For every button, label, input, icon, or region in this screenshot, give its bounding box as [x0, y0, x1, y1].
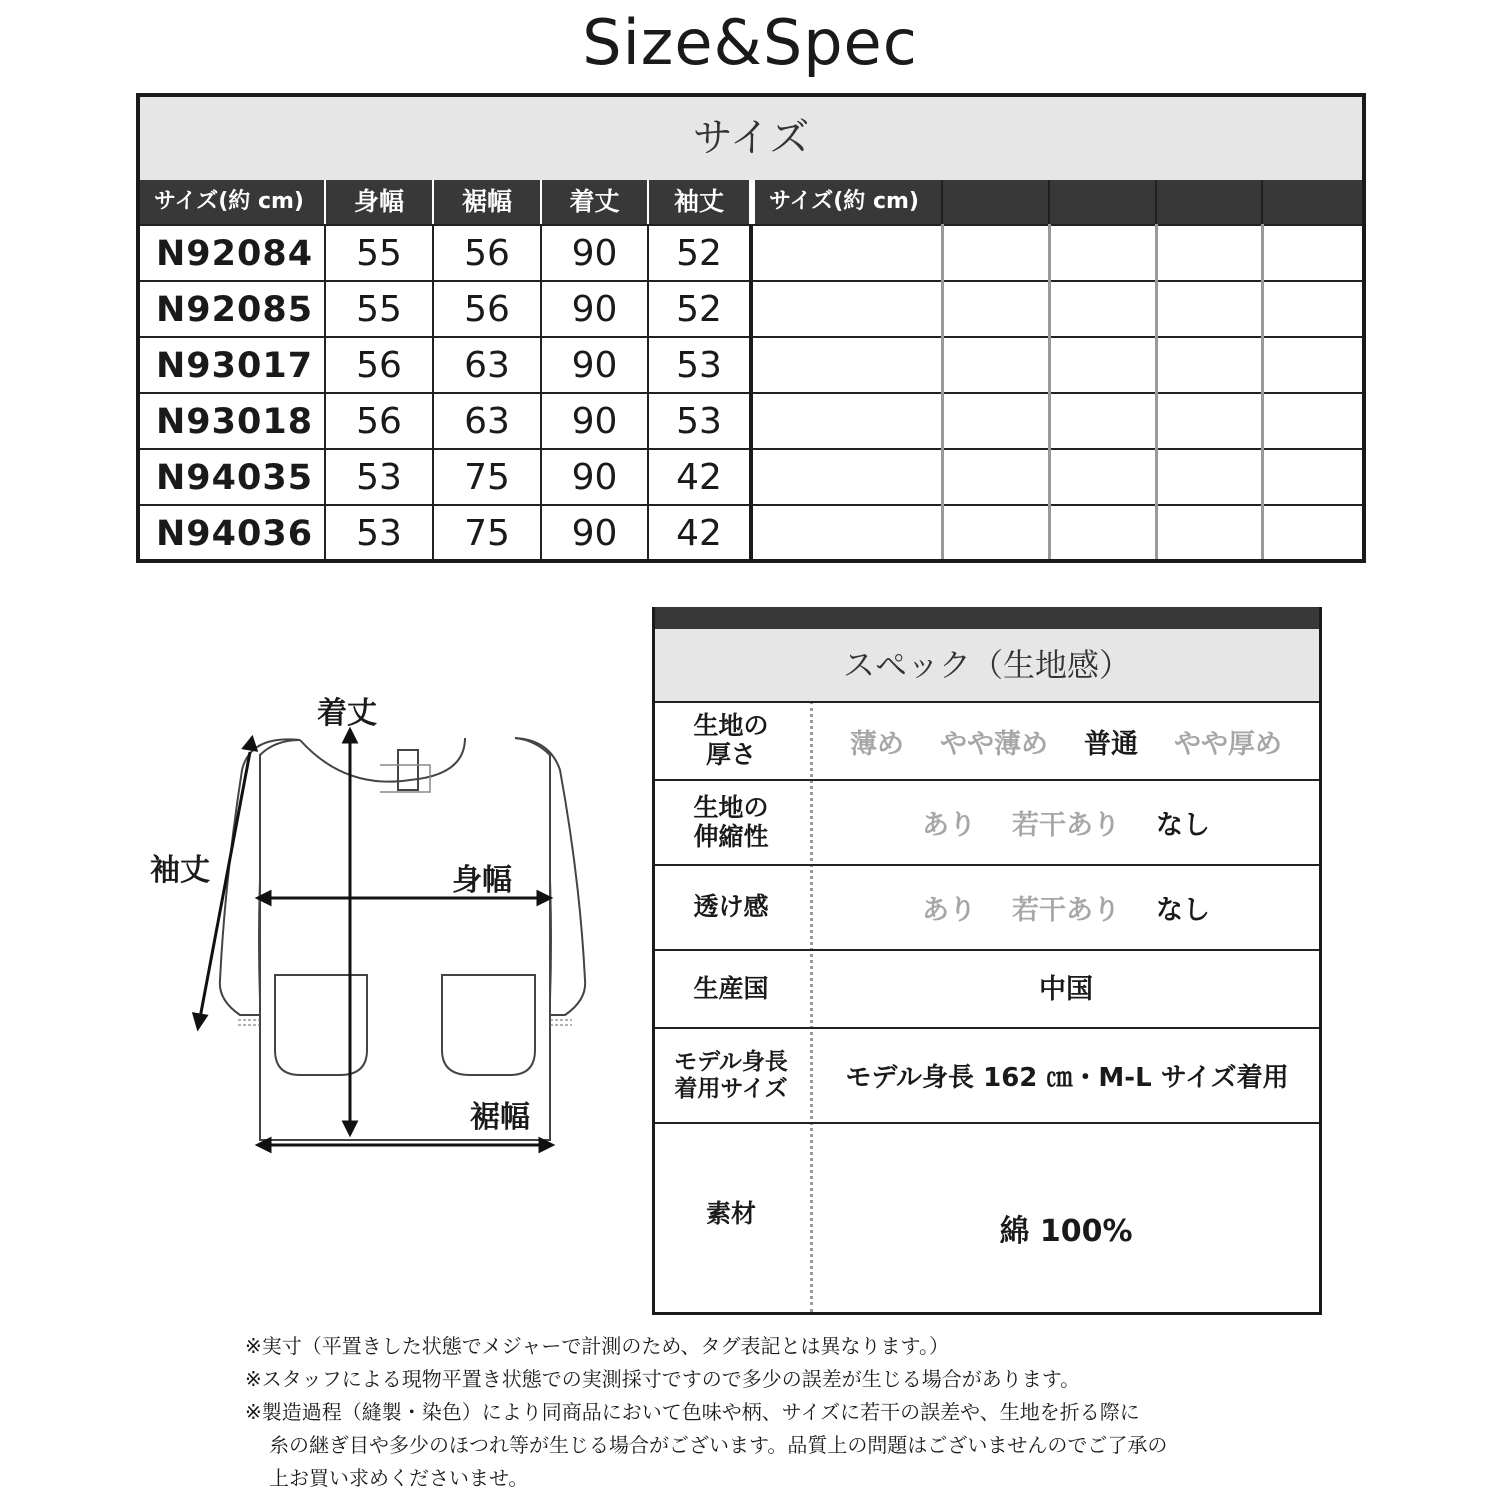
spec-option: やや薄め	[940, 728, 1048, 760]
spec-table-topbar	[655, 607, 1319, 629]
spec-table-heading: スペック（生地感）	[655, 629, 1319, 701]
size-value-cell: 90	[571, 457, 618, 498]
column-header-size-2: サイズ(約 cm)	[769, 189, 919, 214]
sleeve-label: 袖丈	[150, 853, 210, 888]
spec-option: 普通	[1084, 728, 1138, 760]
note-line: ※実寸（平置きした状態でメジャーで計測のため、タグ表記とは異なります。）	[245, 1334, 949, 1358]
size-code-cell: N93017	[156, 346, 314, 386]
sheerness-options	[813, 866, 1319, 949]
spec-row-country	[655, 949, 1319, 1027]
garment-diagram	[130, 680, 610, 1160]
size-value-cell: 56	[356, 401, 402, 442]
size-value-cell: 56	[464, 233, 510, 274]
spec-row-sheerness	[655, 864, 1319, 949]
country-value: 中国	[1039, 973, 1093, 1005]
column-header-size: サイズ(約 cm)	[154, 189, 304, 214]
spec-label-stretch: 生地の伸縮性	[693, 792, 769, 851]
column-header-chest: 身幅	[353, 187, 404, 216]
length-label: 着丈	[317, 696, 377, 731]
size-value-cell: 52	[676, 289, 722, 330]
size-value-cell: 53	[676, 345, 722, 386]
spec-option: あり	[922, 810, 976, 841]
size-value-cell: 53	[676, 401, 722, 442]
size-value-cell: 53	[356, 457, 402, 498]
size-value-cell: 56	[356, 345, 402, 386]
size-value-cell: 63	[464, 401, 510, 442]
smock-outline-icon	[130, 680, 610, 1160]
size-value-cell: 56	[464, 289, 510, 330]
size-code-cell: N94035	[156, 458, 314, 498]
column-header-hem: 裾幅	[461, 187, 512, 216]
spec-row-material	[655, 1122, 1319, 1312]
note-line: ※製造過程（縫製・染色）により同商品において色味や柄、サイズに若干の誤差や、生地を折る際に	[245, 1400, 1140, 1424]
size-table-heading: サイズ	[140, 97, 1362, 180]
spec-option: なし	[1156, 895, 1210, 926]
chest-label: 身幅	[452, 863, 512, 898]
spec-option: やや厚め	[1174, 728, 1282, 760]
size-value-cell: 55	[356, 289, 402, 330]
size-value-cell: 53	[356, 513, 402, 554]
size-value-cell: 42	[676, 457, 722, 498]
spec-option: 薄め	[850, 728, 904, 760]
note-line: ※スタッフによる現物平置き状態での実測採寸ですので多少の誤差が生じる場合があります。	[245, 1367, 1081, 1391]
note-line: 糸の継ぎ目や多少のほつれ等が生じる場合がございます。品質上の問題はございませんのでご了承の	[269, 1433, 1168, 1457]
thickness-options	[813, 703, 1319, 779]
size-code-cell: N93018	[156, 402, 314, 442]
stretch-options	[813, 781, 1319, 864]
size-value-cell: 55	[356, 233, 402, 274]
size-table	[136, 93, 1366, 563]
size-code-cell: N92084	[156, 234, 314, 274]
material-value: 綿 100%	[999, 1214, 1133, 1249]
hem-label: 裾幅	[470, 1100, 530, 1135]
spec-option: 若干あり	[1012, 810, 1120, 841]
column-header-length: 着丈	[569, 187, 620, 216]
page-title: Size&Spec	[582, 6, 918, 79]
size-value-cell: 90	[571, 513, 618, 554]
note-line: 上お買い求めくださいませ。	[269, 1466, 529, 1490]
model-value: モデル身長 162 ㎝・M-L サイズ着用	[845, 1063, 1289, 1093]
notes	[245, 1330, 1167, 1495]
spec-option: 若干あり	[1012, 895, 1120, 926]
spec-option: あり	[922, 895, 976, 926]
size-value-cell: 75	[464, 457, 510, 498]
spec-row-thickness	[655, 701, 1319, 779]
size-value-cell: 63	[464, 345, 510, 386]
spec-label-thickness: 生地の厚さ	[693, 711, 769, 769]
size-value-cell: 90	[571, 289, 618, 330]
size-value-cell: 90	[571, 345, 618, 386]
size-value-cell: 90	[571, 233, 618, 274]
spec-label-country: 生産国	[693, 973, 769, 1003]
spec-row-model	[655, 1027, 1319, 1122]
spec-row-stretch	[655, 779, 1319, 864]
spec-option: なし	[1156, 810, 1210, 841]
column-header-sleeve: 袖丈	[673, 187, 724, 216]
size-code-cell: N92085	[156, 290, 314, 330]
spec-label-material: 素材	[705, 1198, 756, 1228]
size-value-cell: 90	[571, 401, 618, 442]
spec-label-sheerness: 透け感	[693, 892, 769, 922]
spec-table	[652, 607, 1322, 1315]
size-value-cell: 52	[676, 233, 722, 274]
size-code-cell: N94036	[156, 514, 314, 554]
size-table-header-row	[140, 180, 1362, 224]
size-value-cell: 75	[464, 513, 510, 554]
spec-label-model: モデル身長着用サイズ	[674, 1049, 788, 1102]
size-value-cell: 42	[676, 513, 722, 554]
